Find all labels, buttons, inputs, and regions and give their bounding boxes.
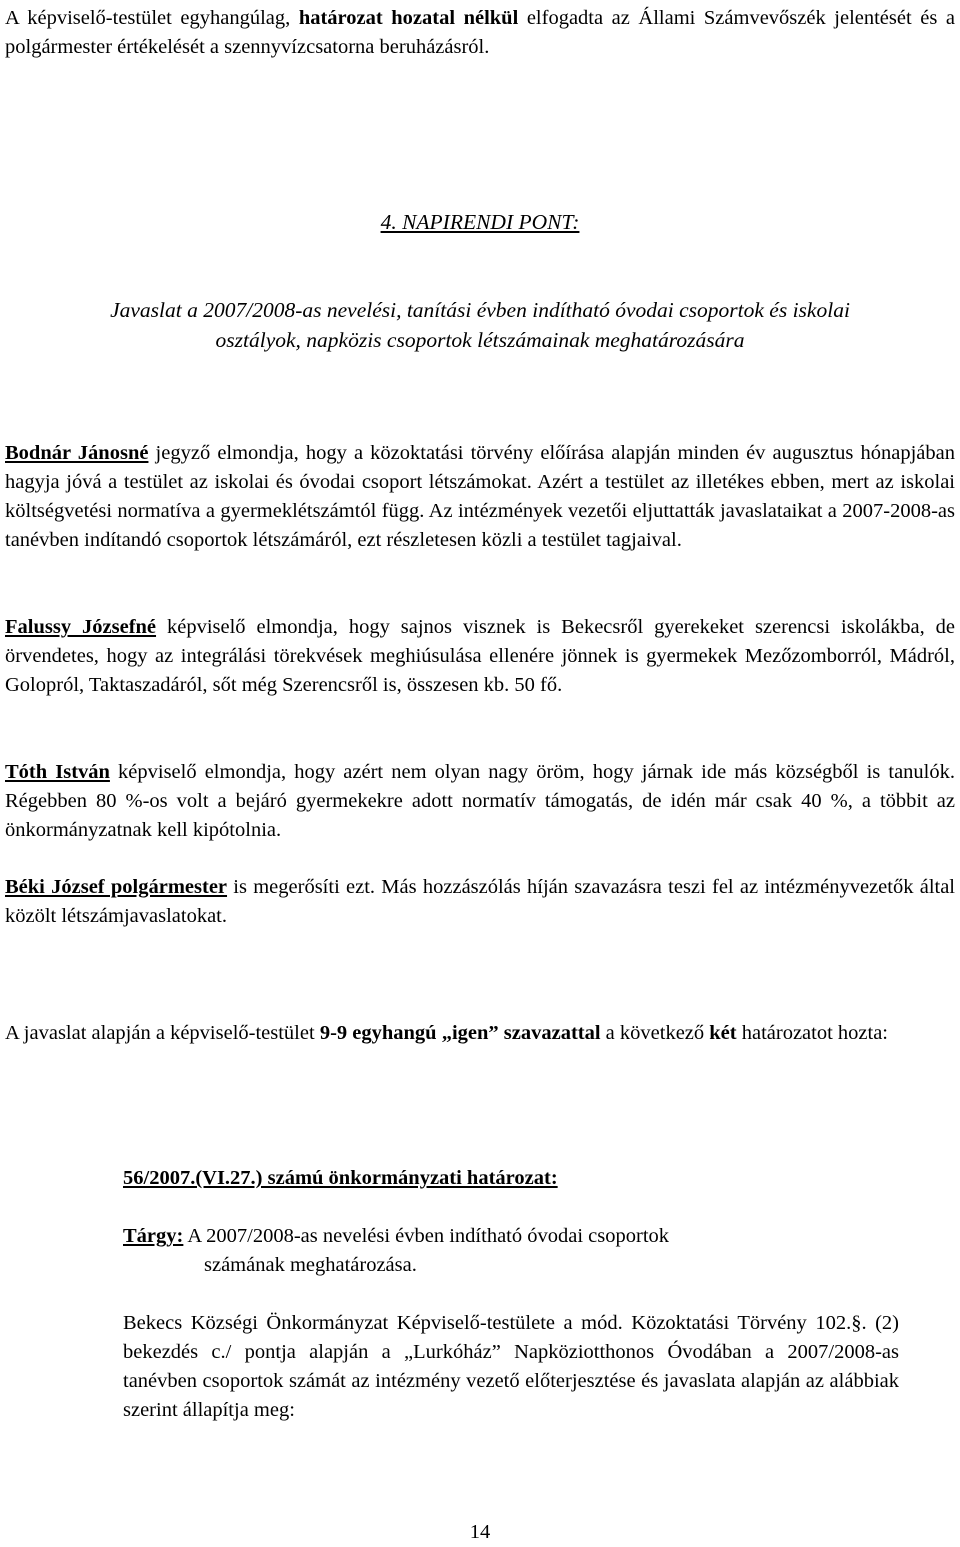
statement-text: képviselő elmondja, hogy sajnos visznek is Bekecsről gyerekeket szerencsi iskolákba, de örvendetes, hogy az integrálási törekvések meghiúsulása ellenére jönnek is gyermekek Mezőzomborról, Mádról, Golopról, Taktaszadáról, sőt még Szerencsről is, összesen kb. 50 fő. (5, 616, 956, 696)
agenda-heading: 4. NAPIRENDI PONT: (380, 210, 580, 234)
statement-text: képviselő elmondja, hogy azért nem olyan nagy öröm, hogy járnak ide más községből is tanulók. Régebben 80 %-os volt a bejáró gyermekekre adott normatív támogatás, de idén már csak 40 %, a többit az önkormányzatnak kell kipótolnia. (5, 761, 955, 841)
intro-text: A képviselő-testület egyhangúlag, (5, 7, 299, 29)
statement-text: is megerősíti ezt. Más hozzászólás híján szavazásra teszi fel az intézményvezetők által közölt létszámjavaslatokat. (5, 876, 956, 927)
agenda-subtitle-line-2: osztályok, napközis csoportok létszámainak meghatározására (215, 328, 745, 352)
resolution-subject (123, 1222, 899, 1280)
intro-text-continued: elfogadta az Állami Számvevőszék jelentését és a polgármester értékelését a szennyvízcsatorna beruházásról. (5, 7, 955, 58)
document-page (5, 0, 955, 1545)
resolution-heading: 56/2007.(VI.27.) számú önkormányzati határozat: (123, 1167, 558, 1189)
agenda-subtitle-line-1: Javaslat a 2007/2008-as nevelési, tanítási évben indítható óvodai csoportok és iskolai (110, 298, 850, 322)
resolution-heading-block (123, 1164, 899, 1193)
resolution-body-text: Bekecs Községi Önkormányzat Képviselő-testülete a mód. Közoktatási Törvény 102.§. (2) bekezdés c./ pontja alapján a „Lurkóház” Napköziotthonos Óvodában a 2007/2008-as tanévben csoportok számát az intézmény vezető előterjesztése és javaslata alapján az alábbiak szerint állapítja meg: (123, 1312, 899, 1421)
vote-text: a következő (600, 1022, 710, 1044)
intro-paragraph (5, 4, 955, 62)
speaker-name: Bodnár Jánosné (5, 442, 149, 464)
intro-bold-text: határozat hozatal nélkül (298, 7, 519, 29)
vote-count: két (709, 1022, 737, 1044)
vote-paragraph (5, 1019, 955, 1048)
agenda-subtitle (5, 295, 955, 355)
speaker-name: Falussy Józsefné (5, 616, 157, 638)
page-number: 14 (469, 1521, 491, 1543)
statement-paragraph-1 (5, 439, 955, 555)
vote-result: 9-9 egyhangú „igen” szavazattal (319, 1022, 601, 1044)
vote-text: A javaslat alapján a képviselő-testület (5, 1022, 320, 1044)
subject-text-line-2: számának meghatározása. (204, 1254, 417, 1276)
statement-paragraph-3 (5, 758, 955, 845)
speaker-name: Tóth István (5, 761, 110, 783)
statement-text: jegyző elmondja, hogy a közoktatási törvény előírása alapján minden év augusztus hónapjában hagyja jóvá a testület az iskolai és óvodai csoport létszámokat. Azért a testület az illetékes ebben, mert az iskolai költségvetési normatíva a gyermeklétszámtól függ. Az intézmények vezetői eljuttatták javaslataikat a 2007-2008-as tanévben indítandó csoportok létszámáról, ezt részletesen közli a testület tagjaival. (5, 442, 955, 551)
statement-paragraph-2 (5, 613, 955, 700)
vote-text: határozatot hozta: (736, 1022, 888, 1044)
speaker-name: Béki József polgármester (5, 876, 228, 898)
statement-paragraph-4 (5, 873, 955, 931)
subject-label: Tárgy: (123, 1225, 184, 1247)
subject-text-line-1: A 2007/2008-as nevelési évben indítható óvodai csoportok (183, 1225, 670, 1247)
resolution-body (123, 1309, 899, 1425)
agenda-heading-block (5, 207, 955, 238)
